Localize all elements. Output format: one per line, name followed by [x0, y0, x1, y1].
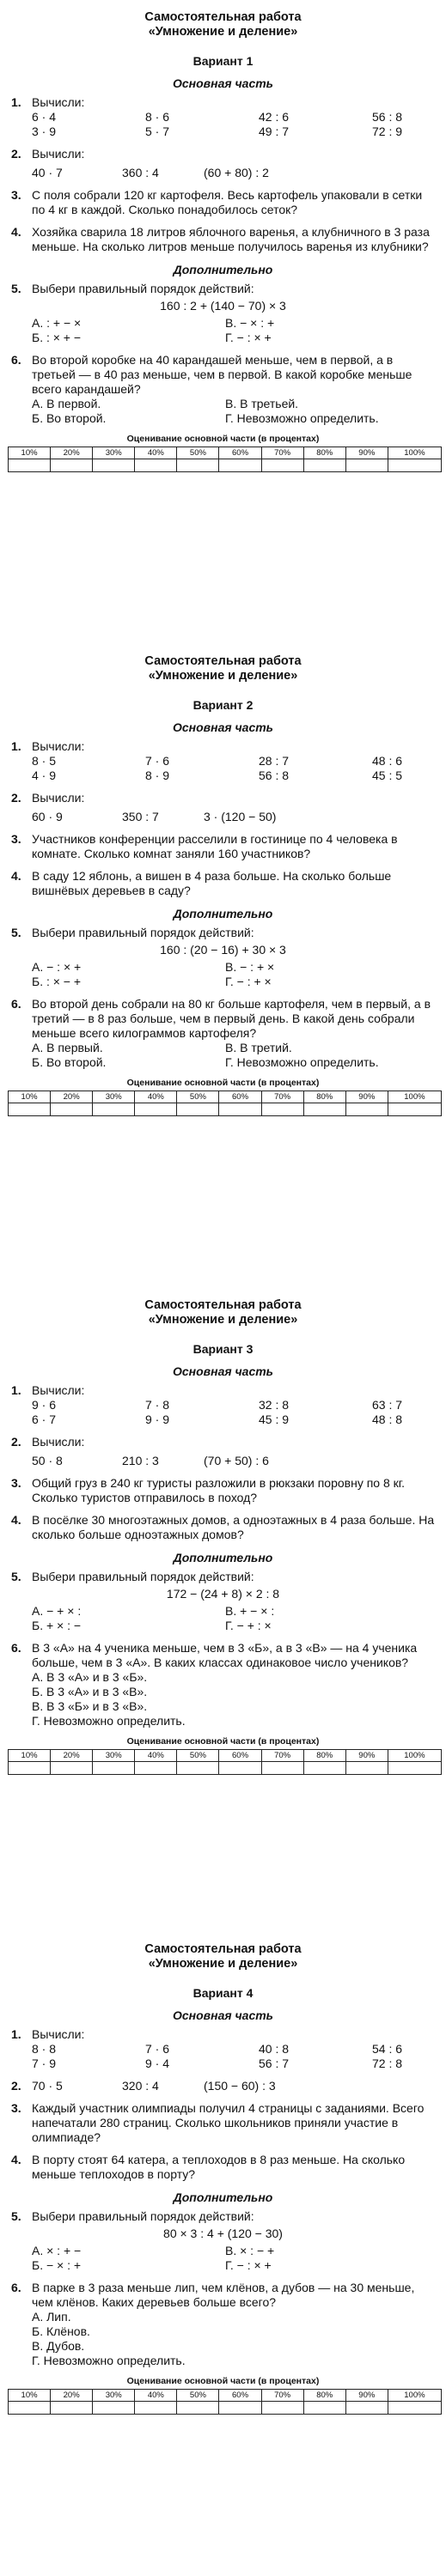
answer-option[interactable]: В. + − × :	[225, 1604, 275, 1618]
section-main: Основная часть	[172, 1364, 273, 1378]
task-2: 2. Вычисли: 60 · 9 350 : 7 3 · (120 − 50)	[0, 791, 446, 824]
answer-option[interactable]: В. Дубов.	[32, 2339, 85, 2353]
answer-option[interactable]: Б. Во второй.	[32, 411, 107, 425]
variant-3	[0, 1288, 446, 1932]
answer-option[interactable]: Б. Клёнов.	[32, 2324, 90, 2338]
answer-option[interactable]: Б. + × : −	[32, 1619, 82, 1632]
section-extra: Дополнительно	[173, 2190, 273, 2204]
section-extra: Дополнительно	[173, 907, 273, 920]
worksheet-title: Самостоятельная работа «Умножение и деление»	[144, 1942, 302, 1971]
task-1: 1. Вычисли: 9 · 6 7 · 8 32 : 8 63 : 7 6 · 7 9 · 9 45 : 9 48 : 8	[0, 1383, 446, 1427]
answer-option[interactable]: Б. : × − +	[32, 975, 82, 988]
scale-label: Оценивание основной части (в процентах)	[126, 2376, 320, 2386]
answer-option[interactable]: Б. : × + −	[32, 331, 82, 344]
answer-option[interactable]: Г. Невозможно определить.	[32, 2354, 186, 2367]
task-3: 3. Общий груз в 240 кг туристы разложили в рюкзаки поровну по 8 кг. Сколько туристов отправилось в поход?	[11, 1476, 406, 1504]
answer-option[interactable]: Г. Невозможно определить.	[225, 1055, 379, 1069]
expression: 172 − (24 + 8) × 2 : 8	[166, 1587, 280, 1601]
answer-option[interactable]: В. × : − +	[225, 2244, 275, 2257]
task-1: 1. Вычисли: 6 · 4 8 · 6 42 : 6 56 : 8 3 · 9 5 · 7 49 : 7 72 : 9	[0, 95, 446, 139]
answer-option[interactable]: Г. Невозможно определить.	[32, 1714, 186, 1728]
task-2: 2. Вычисли: 40 · 7 360 : 4 (60 + 80) : 2	[0, 147, 446, 180]
answer-option[interactable]: Б. − × : +	[32, 2258, 82, 2272]
answer-options	[32, 960, 437, 989]
answer-option[interactable]: А. : + − ×	[32, 316, 82, 330]
grading-scale: 10% 20% 30% 40% 50% 60% 70% 80% 90% 100%	[8, 2389, 442, 2415]
worksheet-title: Самостоятельная работа «Умножение и деление»	[144, 10, 302, 39]
answer-option[interactable]: Г. − + : ×	[225, 1619, 272, 1632]
task-5: 5. Выбери правильный порядок действий: 160 : 2 + (140 − 70) × 3 А. : + − × В. − × : + Б. : × + − Г. − : × +	[0, 282, 446, 345]
answer-options	[32, 1041, 437, 1070]
scale-label: Оценивание основной части (в процентах)	[126, 1736, 320, 1747]
grading-scale: 10% 20% 30% 40% 50% 60% 70% 80% 90% 100%	[8, 1091, 442, 1116]
answer-option[interactable]: А. В 3 «А» и в 3 «Б».	[32, 1670, 148, 1684]
answer-option[interactable]: А. − + × :	[32, 1604, 82, 1618]
answer-option[interactable]: А. × : + −	[32, 2244, 82, 2257]
answer-option[interactable]: А. В первой.	[32, 397, 101, 410]
expression: 160 : (20 − 16) + 30 × 3	[160, 943, 286, 957]
task-4: 4. В порту стоят 64 катера, а теплоходов в 8 раз меньше. На сколько меньше теплоходов в порту?	[11, 2153, 406, 2181]
section-extra: Дополнительно	[173, 263, 273, 276]
task-6: 6. В парке в 3 раза меньше лип, чем клёнов, а дубов — на 30 меньше, чем клёнов. Каких деревьев больше всего? А. Лип. Б. Клёнов. В. Дубов. Г. Невозможно определить.	[0, 2281, 446, 2368]
answer-option[interactable]: В. В третьей.	[225, 397, 299, 410]
answer-option[interactable]: В. В 3 «Б» и в 3 «В».	[32, 1699, 148, 1713]
worksheet-title: Самостоятельная работа «Умножение и деление»	[144, 654, 302, 683]
grading-input-row	[9, 2402, 442, 2415]
task-5: 5. Выбери правильный порядок действий: 80 × 3 : 4 + (120 − 30) А. × : + − В. × : − + Б. − × : + Г. − : × +	[0, 2209, 446, 2273]
task-2: 2. Вычисли: 50 · 8 210 : 3 (70 + 50) : 6	[0, 1435, 446, 1468]
section-main: Основная часть	[172, 2008, 273, 2022]
task-1: 1. Вычисли: 8 · 8 7 · 6 40 : 8 54 : 6 7 · 9 9 · 4 56 : 7 72 : 8	[0, 2027, 446, 2071]
answer-option[interactable]: В. В третий.	[225, 1041, 292, 1054]
compute-row: 50 · 8 210 : 3 (70 + 50) : 6	[32, 1454, 269, 1467]
answer-option[interactable]: А. − : × +	[32, 960, 82, 974]
task-6: 6. В 3 «А» на 4 ученика меньше, чем в 3 «Б», а в 3 «В» — на 4 ученика больше, чем в 3 «А». В каких классах одинаковое число учеников? А. В 3 «А» и в 3 «Б». Б. В 3 «А» и в 3 «В». В. В 3 «Б» и в 3 «В». Г. Невозможно определить.	[0, 1641, 446, 1728]
answer-options	[32, 2310, 437, 2368]
compute-row: 60 · 9 350 : 7 3 · (120 − 50)	[32, 810, 277, 823]
grading-input-row	[9, 1103, 442, 1116]
answer-option[interactable]: Б. В 3 «А» и в 3 «В».	[32, 1685, 148, 1698]
variant-name: Вариант 4	[192, 1986, 254, 2000]
answer-option[interactable]: В. − × : +	[225, 316, 275, 330]
task-3: 3. Участников конференции расселили в гостинице по 4 человека в комнате. Сколько комнат заняли 160 участников?	[11, 832, 398, 860]
answer-option[interactable]: В. − : + ×	[225, 960, 275, 974]
worksheet-title: Самостоятельная работа «Умножение и деление»	[144, 1298, 302, 1327]
task-6: 6. Во второй коробке на 40 карандашей меньше, чем в первой, а в третьей — в 40 раз меньше, чем в первой. В какой коробке меньше всего карандашей? А. В первой. В. В третьей. Б. Во второй. Г. Невозможно определить.	[0, 353, 446, 426]
task-1: 1. Вычисли: 8 · 5 7 · 6 28 : 7 48 : 6 4 · 9 8 · 9 56 : 8 45 : 5	[0, 739, 446, 783]
section-extra: Дополнительно	[173, 1551, 273, 1564]
compute-grid: 9 · 6 7 · 8 32 : 8 63 : 7 6 · 7 9 · 9 45 : 9 48 : 8	[32, 1398, 403, 1426]
variant-name: Вариант 2	[192, 698, 254, 712]
compute-row: 40 · 7 360 : 4 (60 + 80) : 2	[32, 166, 269, 179]
task-5: 5. Выбери правильный порядок действий: 172 − (24 + 8) × 2 : 8 А. − + × : В. + − × : Б. + × : − Г. − + : ×	[0, 1570, 446, 1633]
compute-grid: 8 · 8 7 · 6 40 : 8 54 : 6 7 · 9 9 · 4 56 : 7 72 : 8	[32, 2042, 403, 2070]
variant-name: Вариант 1	[192, 54, 254, 68]
answer-options	[32, 2244, 437, 2273]
grading-input-row	[9, 1762, 442, 1775]
compute-row: 70 · 5 320 : 4 (150 − 60) : 3	[32, 2079, 276, 2093]
task-4: 4. В посёлке 30 многоэтажных домов, а одноэтажных в 4 раза больше. На сколько больше одноэтажных домов?	[11, 1513, 435, 1541]
task-4: 4. В саду 12 яблонь, а вишен в 4 раза больше. На сколько больше вишнёвых деревьев в саду?	[11, 869, 392, 897]
task-3: 3. С поля собрали 120 кг картофеля. Весь картофель упаковали в сетки по 4 кг в каждой. Сколько понадобилось сеток?	[11, 188, 423, 216]
task-3: 3. Каждый участник олимпиады получил 4 страницы с заданиями. Всего напечатали 280 страниц. Сколько школьников приняли участие в олимпиаде?	[11, 2101, 425, 2144]
answer-option[interactable]: Г. − : × +	[225, 2258, 272, 2272]
grading-scale: 10% 20% 30% 40% 50% 60% 70% 80% 90% 100%	[8, 447, 442, 472]
task-2: 2. 70 · 5 320 : 4 (150 − 60) : 3	[0, 2079, 446, 2093]
variant-1	[0, 0, 446, 644]
answer-option[interactable]: Г. Невозможно определить.	[225, 411, 379, 425]
grading-input-row	[9, 459, 442, 472]
expression: 80 × 3 : 4 + (120 − 30)	[163, 2227, 283, 2240]
variant-4	[0, 1932, 446, 2576]
answer-option[interactable]: А. Лип.	[32, 2310, 71, 2324]
answer-options	[32, 1604, 437, 1633]
task-5: 5. Выбери правильный порядок действий: 160 : (20 − 16) + 30 × 3 А. − : × + В. − : + × Б. : × − + Г. − : + ×	[0, 926, 446, 989]
grading-scale: 10% 20% 30% 40% 50% 60% 70% 80% 90% 100%	[8, 1749, 442, 1775]
section-main: Основная часть	[172, 76, 273, 90]
scale-label: Оценивание основной части (в процентах)	[126, 1078, 320, 1088]
variant-name: Вариант 3	[192, 1342, 254, 1356]
compute-grid: 8 · 5 7 · 6 28 : 7 48 : 6 4 · 9 8 · 9 56 : 8 45 : 5	[32, 754, 403, 782]
section-main: Основная часть	[172, 720, 273, 734]
answer-options	[32, 397, 437, 426]
answer-options	[32, 1670, 437, 1728]
compute-grid: 6 · 4 8 · 6 42 : 6 56 : 8 3 · 9 5 · 7 49 : 7 72 : 9	[32, 110, 403, 138]
answer-option[interactable]: Г. − : + ×	[225, 975, 272, 988]
answer-option[interactable]: Г. − : × +	[225, 331, 272, 344]
scale-label: Оценивание основной части (в процентах)	[126, 434, 320, 444]
answer-option[interactable]: Б. Во второй.	[32, 1055, 107, 1069]
answer-options	[32, 316, 437, 345]
task-6: 6. Во второй день собрали на 80 кг больше картофеля, чем в первый, а в третий — в 8 раз больше, чем в первый день. В какой день собрали меньше всего килограммов картофеля? А. В первый. В. В третий. Б. Во второй. Г. Невозможно определить.	[0, 997, 446, 1070]
expression: 160 : 2 + (140 − 70) × 3	[160, 299, 286, 313]
variant-2	[0, 644, 446, 1288]
answer-option[interactable]: А. В первый.	[32, 1041, 103, 1054]
task-4: 4. Хозяйка сварила 18 литров яблочного варенья, а клубничного в 3 раза меньше. На сколько литров меньше получилось варенья из клубники?	[11, 225, 430, 253]
